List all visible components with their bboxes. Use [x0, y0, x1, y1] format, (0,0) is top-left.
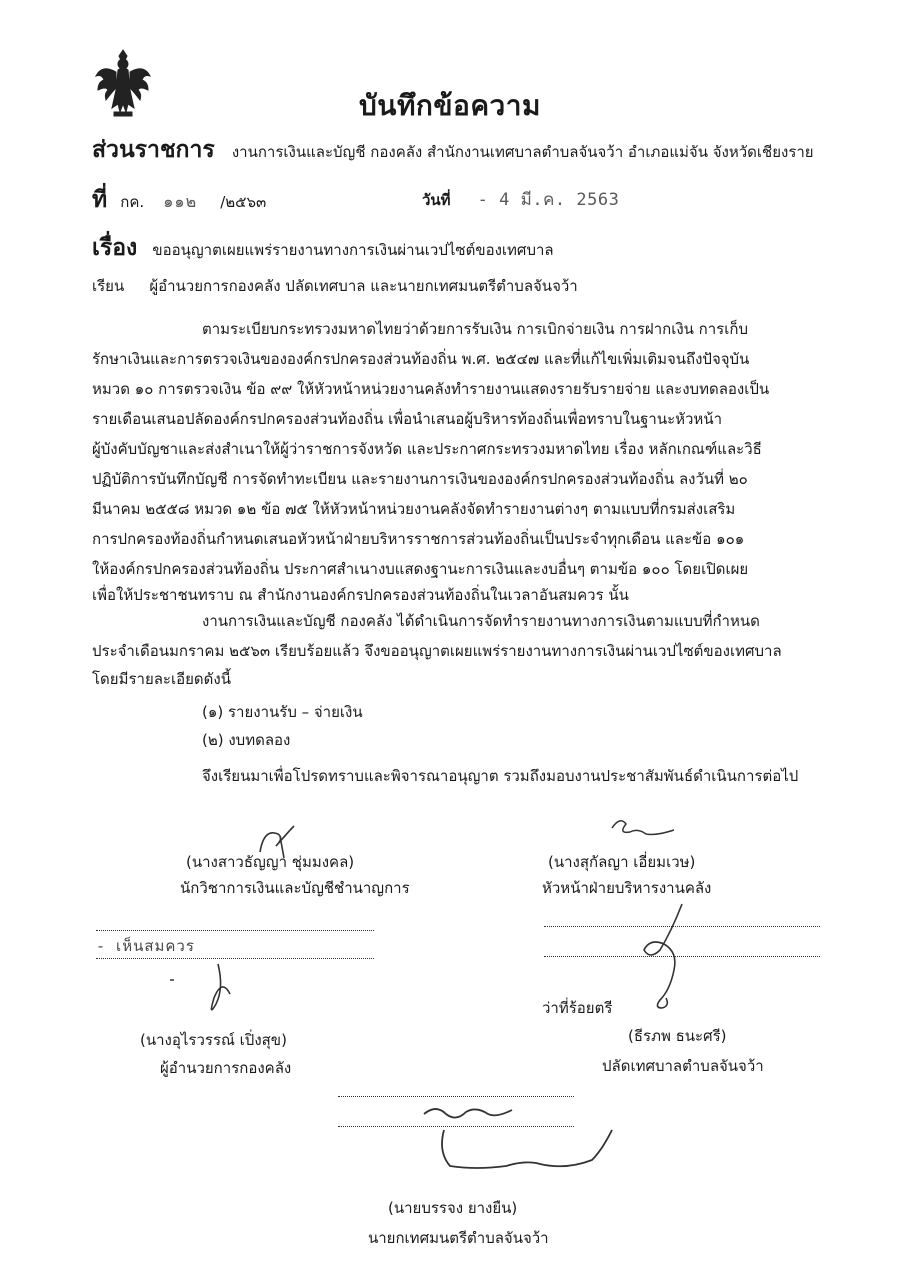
para1-line: การปกครองท้องถิ่นกำหนดเสนอหัวหน้าฝ่ายบริหารราชการส่วนท้องถิ่นเป็นประจำทุกเดือน และข้อ ๑๐๑: [92, 530, 745, 548]
signature-5-scribble: [416, 1100, 616, 1180]
list-item: (๑) รายงานรับ – จ่ายเงิน: [202, 703, 363, 721]
recipient-label: เรียน: [92, 277, 125, 295]
recipient-text: ผู้อำนวยการกองคลัง ปลัดเทศบาล และนายกเทศมนตรีตำบลจันจว้า: [149, 277, 578, 295]
doc-number-label: ที่: [92, 187, 108, 213]
subject-text: ขออนุญาตเผยแพร่รายงานทางการเงินผ่านเวปไซต์ของเทศบาล: [152, 241, 554, 259]
page-title: บันทึกข้อความ: [359, 89, 541, 122]
para2-line: ประจำเดือนมกราคม ๒๕๖๓ เรียบร้อยแล้ว จึงขออนุญาตเผยแพร่รายงานทางการเงินผ่านเวปไซต์ของเทศบาล: [92, 642, 782, 660]
agency-label: ส่วนราชการ: [92, 137, 215, 163]
para2-line: งานการเงินและบัญชี กองคลัง ได้ดำเนินการจัดทำรายงานทางการเงินตามแบบที่กำหนด: [202, 612, 760, 630]
signer-1-name: (นางสาวธัญญา ชุ่มมงคล): [186, 853, 355, 871]
signer-4-title: ปลัดเทศบาลตำบลจันจว้า: [602, 1057, 764, 1075]
para1-line: เพื่อให้ประชาชนทราบ ณ สำนักงานองค์กรปกครองส่วนท้องถิ่นในเวลาอันสมควร นั้น: [92, 586, 629, 604]
signer-5-title: นายกเทศมนตรีตำบลจันจว้า: [368, 1229, 549, 1247]
para1-line: ตามระเบียบกระทรวงมหาดไทยว่าด้วยการรับเงิน การเบิกจ่ายเงิน การฝากเงิน การเก็บ: [202, 320, 748, 338]
date-label: วันที่: [422, 191, 451, 209]
signer-1-title: นักวิชาการเงินและบัญชีชำนาญการ: [180, 879, 410, 897]
date-row: [422, 186, 619, 213]
para1-line: หมวด ๑๐ การตรวจเงิน ข้อ ๙๙ ให้หัวหน้าหน่วยงานคลังทำรายงานแสดงรายรับรายจ่าย และงบทดลองเป็น: [92, 380, 770, 398]
list-item: (๒) งบทดลอง: [202, 731, 291, 749]
date-stamp: - 4 มี.ค. 2563: [477, 190, 620, 210]
subject-label: เรื่อง: [92, 235, 138, 261]
comment-line: [338, 1096, 574, 1097]
closing-text: จึงเรียนมาเพื่อโปรดทราบและพิจารณาอนุญาต รวมถึงมอบงานประชาสัมพันธ์ดำเนินการต่อไป: [202, 767, 799, 785]
doc-number-value: ๑๑๒: [163, 192, 198, 211]
signature-2-scribble: [604, 814, 684, 848]
signature-4-scribble: [630, 900, 700, 1012]
signer-3-name: (นางอุไรวรรณ์ เปิ่งสุข): [140, 1031, 287, 1049]
doc-number-prefix: กค.: [120, 193, 145, 211]
subject-row: [92, 230, 554, 266]
handwritten-note: - เห็นสมควร: [96, 937, 195, 955]
signer-5-name: (นายบรรจง ยางยืน): [388, 1199, 518, 1217]
signature-3-scribble: [160, 958, 250, 1024]
para2-line: โดยมีรายละเอียดดังนี้: [92, 670, 231, 688]
doc-number-row: [92, 182, 266, 218]
acting-rank: ว่าที่ร้อยตรี: [542, 999, 613, 1017]
signer-3-title: ผู้อำนวยการกองคลัง: [160, 1059, 292, 1077]
agency-row: [92, 132, 814, 168]
comment-line: [96, 930, 374, 931]
doc-number-year: /๒๕๖๓: [220, 193, 267, 211]
para1-line: รักษาเงินและการตรวจเงินขององค์กรปกครองส่วนท้องถิ่น พ.ศ. ๒๕๔๗ และที่แก้ไขเพิ่มเติมจนถึงปัจจุบัน: [92, 350, 750, 368]
signer-2-title: หัวหน้าฝ่ายบริหารงานคลัง: [542, 879, 712, 897]
para1-line: ผู้บังคับบัญชาและส่งสำเนาให้ผู้ว่าราชการจังหวัด และประกาศกระทรวงมหาดไทย เรื่อง หลักเกณฑ์และวิธี: [92, 440, 762, 458]
para1-line: มีนาคม ๒๕๕๘ หมวด ๑๒ ข้อ ๗๕ ให้หัวหน้าหน่วยงานคลังจัดทำรายงานต่างๆ ตามแบบที่กรมส่งเสริม: [92, 500, 736, 518]
agency-text: งานการเงินและบัญชี กองคลัง สำนักงานเทศบาลตำบลจันจว้า อำเภอแม่จัน จังหวัดเชียงราย: [231, 143, 814, 161]
recipient-row: [92, 274, 578, 298]
signer-4-name: (ธีรภพ ธนะศรี): [628, 1027, 727, 1045]
signer-2-name: (นางสุกัลญา เอี่ยมเวษ): [548, 853, 696, 871]
para1-line: ให้องค์กรปกครองส่วนท้องถิ่น ประกาศสำเนางบแสดงฐานะการเงินและงบอื่นๆ ตามข้อ ๑๐๐ โดยเปิดเผย: [92, 560, 749, 578]
para1-line: ปฏิบัติการบันทึกบัญชี การจัดทำทะเบียน และรายงานการเงินขององค์กรปกครองส่วนท้องถิ่น ลงวันที่ ๒๐: [92, 470, 748, 488]
para1-line: รายเดือนเสนอปลัดองค์กรปกครองส่วนท้องถิ่น เพื่อนำเสนอผู้บริหารท้องถิ่นเพื่อทราบในฐานะหัวหน้า: [92, 410, 722, 428]
